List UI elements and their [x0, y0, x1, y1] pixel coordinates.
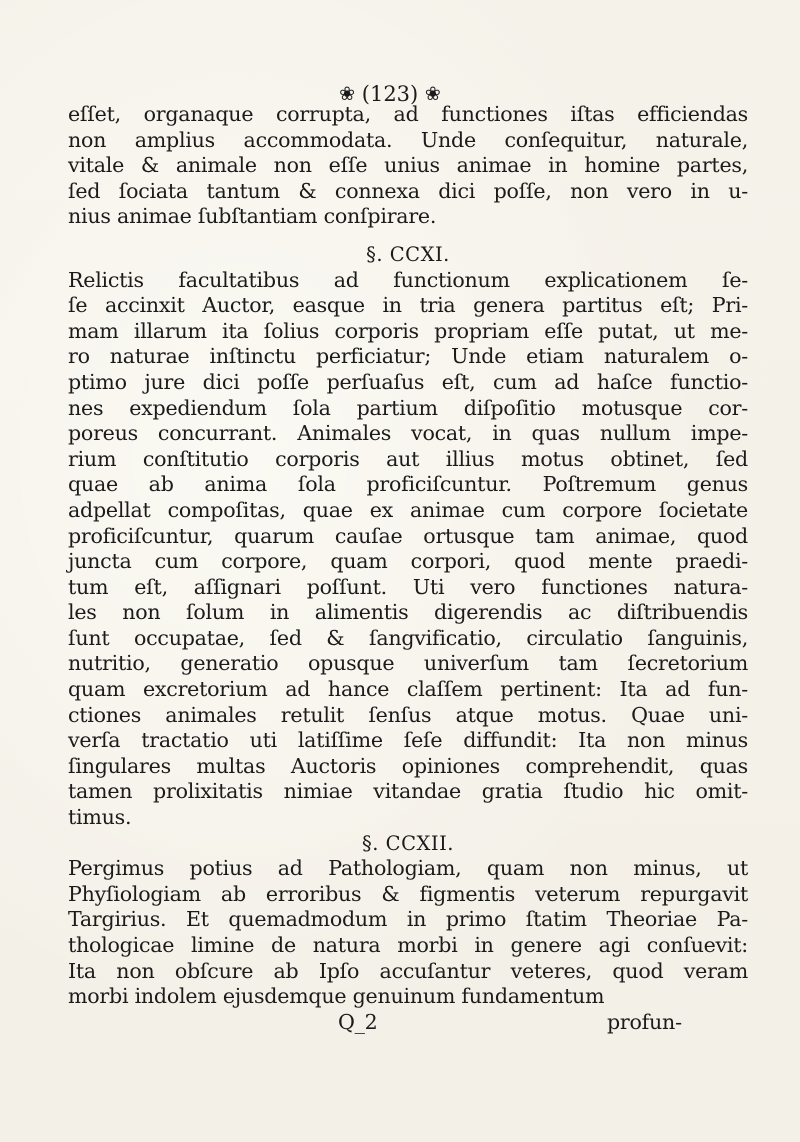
- text-line: ctiones animales retulit ſenſus atque motus. Quae uni-: [68, 702, 748, 727]
- text-line: poreus concurrant. Animales vocat, in quas nullum impe-: [68, 421, 748, 446]
- text-line: eſſet, organaque corrupta, ad functiones iſtas efficiendas: [68, 102, 748, 126]
- ornament-left-icon: ❀: [339, 83, 356, 105]
- text-line: Pergimus potius ad Pathologiam, quam non minus, ut: [68, 856, 748, 881]
- text-line: tamen prolixitatis nimiae vitandae gratia ſtudio hic omit-: [68, 779, 748, 804]
- section-heading-ccxi: §. CCXI.: [366, 242, 450, 266]
- text-line: vitale & animale non eſſe unius animae in homine partes,: [68, 153, 748, 178]
- text-line: quam excretorium ad hance claſſem pertinent: Ita ad fun-: [68, 677, 748, 702]
- section-ccxi-paragraph: [68, 268, 748, 831]
- text-line: thologicae limine de natura morbi in genere agi conſuevit:: [68, 933, 748, 957]
- text-line: ſe accinxit Auctor, easque in tria genera partitus eſt; Pri-: [68, 293, 748, 318]
- text-line: Relictis facultatibus ad functionum explicationem ſe-: [68, 267, 748, 292]
- section-ccxii-paragraph: [68, 856, 748, 1010]
- text-line: Targirius. Et quemadmodum in primo ſtatim Theoriae Pa-: [68, 907, 748, 932]
- text-line: Ita non obſcure ab Ipſo accuſantur veteres, quod veram: [68, 958, 748, 983]
- text-line: Phyſiologiam ab erroribus & figmentis veterum repurgavit: [68, 881, 748, 906]
- text-line: ſingulares multas Auctoris opiniones comprehendit, quas: [68, 753, 748, 778]
- section-heading-ccxii: §. CCXII.: [362, 831, 454, 855]
- text-line: nes expediendum ſola partium diſpoſitio motusque cor-: [68, 395, 748, 420]
- text-line: morbi indolem ejusdemque genuinum fundamentum: [68, 984, 605, 1009]
- text-line: tum eſt, aſſignari poſſunt. Uti vero functiones natura-: [68, 574, 748, 599]
- text-line: ro naturae inſtinctu perficiatur; Unde etiam naturalem o-: [68, 344, 748, 369]
- text-line: nutritio, generatio opusque univerſum tam ſecretorium: [68, 651, 748, 676]
- text-line: rium conſtitutio corporis aut illius motus obtinet, ſed: [68, 446, 748, 471]
- text-line: juncta cum corpore, quam corpori, quod mente praedi-: [68, 549, 748, 574]
- text-line: les non ſolum in alimentis digerendis ac diſtribuendis: [68, 600, 748, 625]
- signature-line: [68, 1010, 748, 1036]
- text-line: ſunt occupatae, ſed & ſangvificatio, circulatio ſanguinis,: [68, 625, 748, 650]
- intro-paragraph: [68, 102, 748, 230]
- body-text: [68, 102, 748, 1035]
- signature-mark: Q_2: [338, 1009, 378, 1034]
- page-number: (123): [361, 82, 419, 106]
- ornament-right-icon: ❀: [424, 83, 441, 105]
- text-line: timus.: [68, 805, 132, 830]
- text-line: ptimo jure dici poſſe perſuaſus eſt, cum ad haſce functio-: [68, 369, 748, 394]
- text-line: quae ab anima ſola proficiſcuntur. Poſtremum genus: [68, 472, 748, 497]
- text-line: proficiſcuntur, quarum cauſae ortusque tam animae, quod: [68, 523, 748, 548]
- catchword: profun-: [607, 1009, 682, 1034]
- text-line: nius animae ſubſtantiam conſpirare.: [68, 204, 437, 229]
- text-line: verſa tractatio uti latiſſime ſeſe diffundit: Ita non minus: [68, 728, 748, 753]
- text-line: adpellat compoſitas, quae ex animae cum corpore ſocietate: [68, 497, 748, 522]
- text-line: non amplius accommodata. Unde conſequitur, naturale,: [68, 127, 748, 152]
- text-line: ſed ſociata tantum & connexa dici poſſe, non vero in u-: [68, 178, 748, 203]
- text-line: mam illarum ita ſolius corporis propriam eſſe putat, ut me-: [68, 318, 748, 343]
